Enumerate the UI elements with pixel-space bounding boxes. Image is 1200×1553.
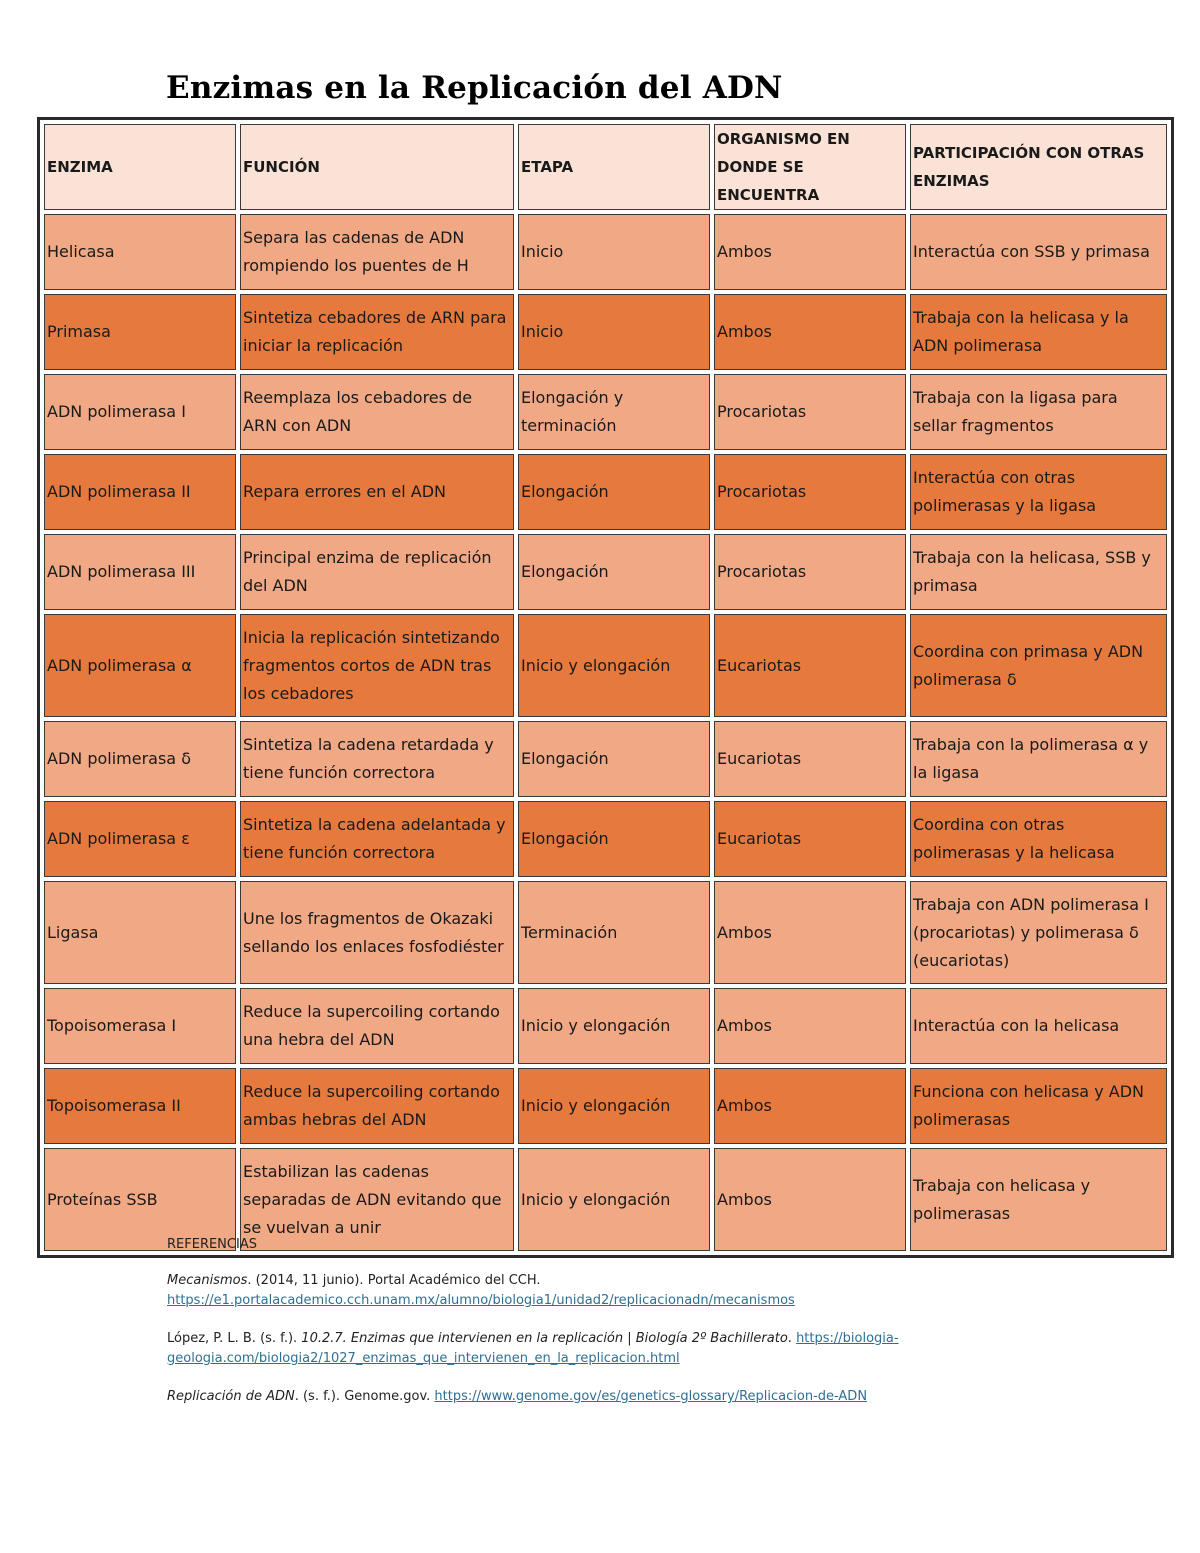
cell-organismo: Ambos bbox=[714, 881, 906, 984]
reference-text: . (2014, 11 junio). Portal Académico del CCH. bbox=[247, 1273, 541, 1288]
cell-etapa: Inicio y elongación bbox=[518, 1148, 710, 1251]
cell-organismo: Ambos bbox=[714, 988, 906, 1064]
cell-enzima: Helicasa bbox=[44, 214, 236, 290]
cell-funcion: Reduce la supercoiling cortando una hebra del ADN bbox=[240, 988, 514, 1064]
cell-participacion: Interactúa con SSB y primasa bbox=[910, 214, 1167, 290]
table-row bbox=[44, 454, 1167, 530]
cell-participacion: Trabaja con la ligasa para sellar fragmentos bbox=[910, 374, 1167, 450]
cell-organismo: Ambos bbox=[714, 1068, 906, 1144]
cell-etapa: Inicio y elongación bbox=[518, 988, 710, 1064]
reference-author: López, P. L. B. (s. f.). bbox=[167, 1331, 302, 1346]
cell-funcion: Estabilizan las cadenas separadas de ADN evitando que se vuelvan a unir bbox=[240, 1148, 514, 1251]
reference-item bbox=[167, 1271, 1067, 1311]
table-row bbox=[44, 294, 1167, 370]
cell-funcion: Separa las cadenas de ADN rompiendo los puentes de H bbox=[240, 214, 514, 290]
cell-organismo: Procariotas bbox=[714, 374, 906, 450]
cell-enzima: Topoisomerasa II bbox=[44, 1068, 236, 1144]
table-row bbox=[44, 801, 1167, 877]
cell-organismo: Eucariotas bbox=[714, 721, 906, 797]
cell-participacion: Trabaja con la polimerasa α y la ligasa bbox=[910, 721, 1167, 797]
cell-etapa: Elongación bbox=[518, 801, 710, 877]
table-row bbox=[44, 988, 1167, 1064]
reference-text: . bbox=[787, 1331, 792, 1346]
header-participacion: PARTICIPACIÓN CON OTRAS ENZIMAS bbox=[910, 124, 1167, 210]
cell-participacion: Interactúa con la helicasa bbox=[910, 988, 1167, 1064]
cell-organismo: Ambos bbox=[714, 294, 906, 370]
table-row bbox=[44, 1068, 1167, 1144]
cell-participacion: Trabaja con ADN polimerasa I (procariotas) y polimerasa δ (eucariotas) bbox=[910, 881, 1167, 984]
cell-funcion: Sintetiza la cadena retardada y tiene función correctora bbox=[240, 721, 514, 797]
reference-title: Mecanismos bbox=[167, 1273, 248, 1288]
cell-enzima: ADN polimerasa ε bbox=[44, 801, 236, 877]
reference-link[interactable]: https://e1.portalacademico.cch.unam.mx/alumno/biologia1/unidad2/replicacionadn/mecanismos bbox=[167, 1293, 795, 1308]
cell-enzima: Ligasa bbox=[44, 881, 236, 984]
cell-enzima: Proteínas SSB bbox=[44, 1148, 236, 1251]
cell-enzima: ADN polimerasa III bbox=[44, 534, 236, 610]
cell-participacion: Funciona con helicasa y ADN polimerasas bbox=[910, 1068, 1167, 1144]
cell-enzima: ADN polimerasa I bbox=[44, 374, 236, 450]
cell-participacion: Coordina con otras polimerasas y la helicasa bbox=[910, 801, 1167, 877]
table-header-row bbox=[44, 124, 1167, 210]
reference-title: 10.2.7. Enzimas que intervienen en la replicación | Biología 2º Bachillerato bbox=[301, 1331, 788, 1346]
references-section bbox=[167, 1235, 1067, 1425]
cell-enzima: ADN polimerasa δ bbox=[44, 721, 236, 797]
cell-organismo: Eucariotas bbox=[714, 801, 906, 877]
cell-funcion: Sintetiza la cadena adelantada y tiene función correctora bbox=[240, 801, 514, 877]
cell-enzima: Primasa bbox=[44, 294, 236, 370]
cell-etapa: Elongación bbox=[518, 721, 710, 797]
cell-enzima: Topoisomerasa I bbox=[44, 988, 236, 1064]
reference-link[interactable]: https://www.genome.gov/es/genetics-glossary/Replicacion-de-ADN bbox=[434, 1389, 868, 1404]
cell-funcion: Repara errores en el ADN bbox=[240, 454, 514, 530]
reference-item bbox=[167, 1387, 1067, 1407]
cell-participacion: Trabaja con la helicasa, SSB y primasa bbox=[910, 534, 1167, 610]
cell-enzima: ADN polimerasa α bbox=[44, 614, 236, 717]
cell-enzima: ADN polimerasa II bbox=[44, 454, 236, 530]
reference-text: . (s. f.). Genome.gov. bbox=[294, 1389, 431, 1404]
cell-participacion: Interactúa con otras polimerasas y la ligasa bbox=[910, 454, 1167, 530]
cell-etapa: Elongación bbox=[518, 454, 710, 530]
reference-link[interactable]: https://biologia-geologia.com/biologia2/1027_enzimas_que_intervienen_en_la_replicacion.html bbox=[167, 1331, 899, 1366]
cell-funcion: Reduce la supercoiling cortando ambas hebras del ADN bbox=[240, 1068, 514, 1144]
cell-etapa: Terminación bbox=[518, 881, 710, 984]
header-organismo: ORGANISMO EN DONDE SE ENCUENTRA bbox=[714, 124, 906, 210]
table-row bbox=[44, 374, 1167, 450]
header-enzima: ENZIMA bbox=[44, 124, 236, 210]
cell-etapa: Inicio bbox=[518, 294, 710, 370]
cell-etapa: Elongación y terminación bbox=[518, 374, 710, 450]
table-row bbox=[44, 614, 1167, 717]
cell-etapa: Inicio y elongación bbox=[518, 1068, 710, 1144]
cell-participacion: Coordina con primasa y ADN polimerasa δ bbox=[910, 614, 1167, 717]
table-row bbox=[44, 534, 1167, 610]
header-etapa: ETAPA bbox=[518, 124, 710, 210]
cell-etapa: Inicio bbox=[518, 214, 710, 290]
cell-funcion: Reemplaza los cebadores de ARN con ADN bbox=[240, 374, 514, 450]
cell-funcion: Sintetiza cebadores de ARN para iniciar la replicación bbox=[240, 294, 514, 370]
document-title: Enzimas en la Replicación del ADN bbox=[166, 70, 783, 106]
cell-organismo: Ambos bbox=[714, 1148, 906, 1251]
references-heading: REFERENCIAS bbox=[167, 1237, 257, 1252]
enzymes-table bbox=[37, 117, 1174, 1258]
table-row bbox=[44, 214, 1167, 290]
table-row bbox=[44, 881, 1167, 984]
cell-funcion: Inicia la replicación sintetizando fragmentos cortos de ADN tras los cebadores bbox=[240, 614, 514, 717]
cell-participacion: Trabaja con helicasa y polimerasas bbox=[910, 1148, 1167, 1251]
cell-etapa: Elongación bbox=[518, 534, 710, 610]
cell-organismo: Procariotas bbox=[714, 534, 906, 610]
cell-participacion: Trabaja con la helicasa y la ADN polimerasa bbox=[910, 294, 1167, 370]
reference-title: Replicación de ADN bbox=[167, 1389, 295, 1404]
cell-funcion: Une los fragmentos de Okazaki sellando los enlaces fosfodiéster bbox=[240, 881, 514, 984]
header-funcion: FUNCIÓN bbox=[240, 124, 514, 210]
reference-item bbox=[167, 1329, 1067, 1369]
table-row bbox=[44, 721, 1167, 797]
cell-etapa: Inicio y elongación bbox=[518, 614, 710, 717]
cell-organismo: Procariotas bbox=[714, 454, 906, 530]
cell-organismo: Ambos bbox=[714, 214, 906, 290]
cell-organismo: Eucariotas bbox=[714, 614, 906, 717]
cell-funcion: Principal enzima de replicación del ADN bbox=[240, 534, 514, 610]
